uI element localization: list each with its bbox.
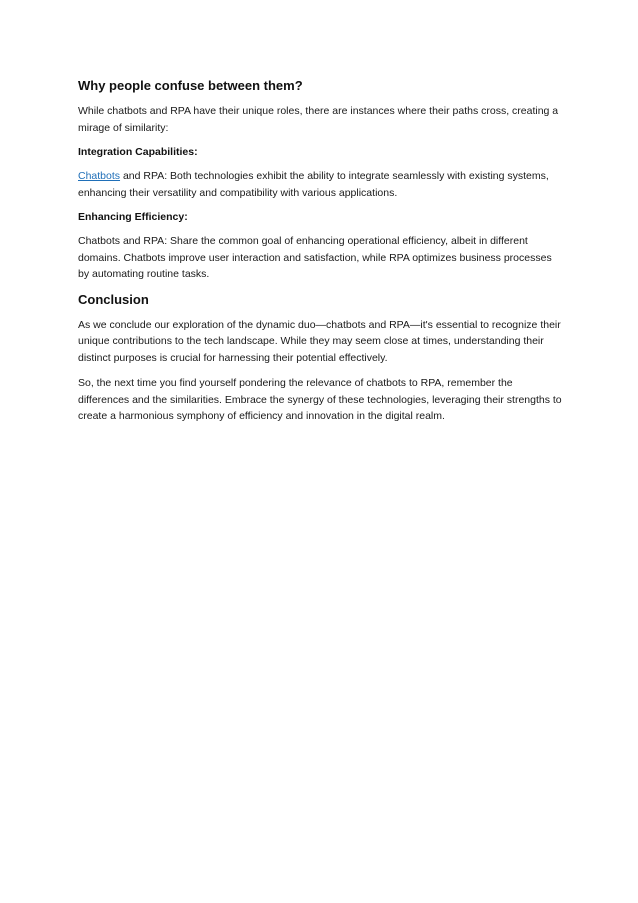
section-heading-conclusion: Conclusion: [78, 291, 149, 307]
chatbots-link[interactable]: Chatbots: [78, 170, 121, 182]
efficiency-paragraph: Chatbots and RPA: Share the common goal of enhancing operational efficiency, albeit in different domains. Chatbots improve user interaction and satisfaction, while RPA optimizes business processes by automating routine tasks.: [78, 235, 552, 280]
conclusion-paragraph-2: So, the next time you find yourself pondering the relevance of chatbots to RPA, remember the differences and the similarities. Embrace the synergy of these technologies, leveraging their strengths to create a harmonious symphony of efficiency and innovation in the digital realm.: [78, 377, 562, 422]
integration-text: and RPA: Both technologies exhibit the ability to integrate seamlessly with existing systems, enhancing their versatility and compatibility with various applications.: [78, 170, 549, 199]
integration-paragraph: [78, 168, 564, 201]
section-heading-confusion: Why people confuse between them?: [78, 78, 303, 93]
document-page: [78, 78, 564, 434]
intro-paragraph: While chatbots and RPA have their unique roles, there are instances where their paths cross, creating a mirage of similarity:: [78, 105, 559, 134]
subheading-integration: Integration Capabilities:: [78, 146, 198, 158]
subheading-efficiency: Enhancing Efficiency:: [78, 211, 188, 223]
conclusion-paragraph-1: As we conclude our exploration of the dynamic duo—chatbots and RPA—it's essential to recognize their unique contributions to the tech landscape. While they may seem close at times, understanding their distinct purposes is crucial for harnessing their potential effectively.: [78, 318, 561, 364]
